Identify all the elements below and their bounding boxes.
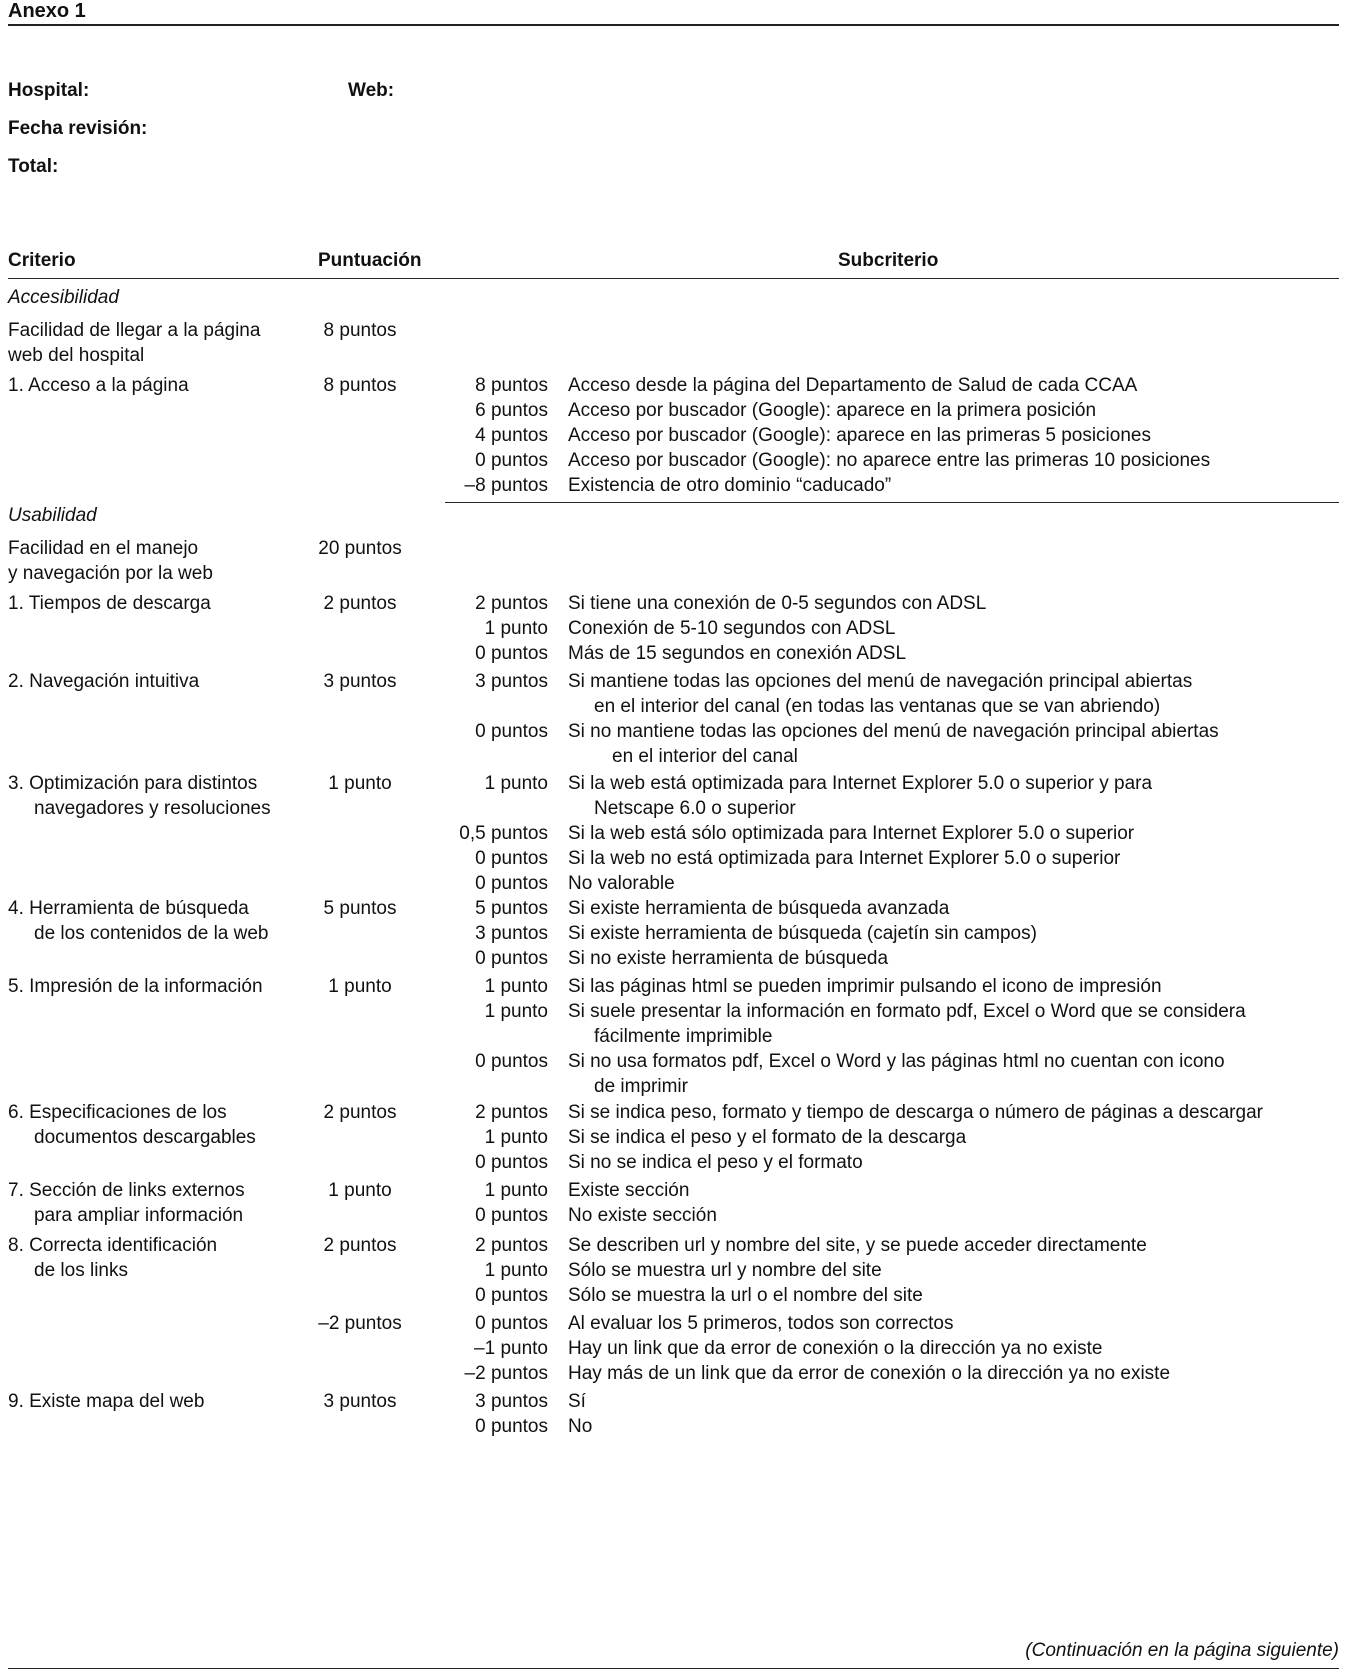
subcriterion-row: 8 puntos Acceso desde la página del Departamento de Salud de cada CCAA [475, 375, 1138, 396]
score-usa-6: 2 puntos [323, 1102, 397, 1123]
criterion-usa-1: 1. Tiempos de descarga [8, 593, 211, 614]
col-subcriterio: Subcriterio [838, 250, 939, 271]
subcriteria-usa-6 [380, 1100, 1320, 1175]
criterion-usa-intro: Facilidad en el manejo y navegación por la web [8, 538, 213, 584]
subcriterion-row: 2 puntos Si tiene una conexión de 0-5 segundos con ADSL [475, 593, 987, 614]
table-header-rule [8, 278, 1339, 279]
web-label: Web: [348, 80, 395, 101]
subcriterion-row: 2 puntos Si se indica peso, formato y tiempo de descarga o número de páginas a descargar [475, 1102, 1263, 1123]
subcriterion-row: 0 puntos Si no existe herramienta de búsqueda [475, 948, 889, 969]
score-usa-9: 3 puntos [323, 1391, 397, 1412]
section-accesibilidad: Accesibilidad [8, 287, 119, 308]
criterion-usa-8: 8. Correcta identificación de los links [8, 1235, 218, 1281]
criterion-usa-6: 6. Especificaciones de los documentos descargables [8, 1102, 256, 1148]
score-usa-4: 5 puntos [323, 898, 397, 919]
subcriterion-row: 0 puntos Si la web no está optimizada para Internet Explorer 5.0 o superior [475, 848, 1121, 869]
subcriterion-row: 0 puntos No valorable [475, 873, 675, 894]
hospital-label: Hospital: [8, 80, 90, 101]
col-criterio: Criterio [8, 250, 76, 271]
score-usa-2: 3 puntos [323, 671, 397, 692]
subcriteria-usa-1 [380, 591, 1320, 666]
subcriteria-usa-8b [380, 1311, 1320, 1386]
criterion-usa-3: 3. Optimización para distintos navegadores y resoluciones [8, 773, 271, 819]
col-puntuacion: Puntuación [318, 250, 422, 271]
subcriterion-row: 1 punto Conexión de 5-10 segundos con ADSL [484, 618, 896, 639]
score-acc-1: 8 puntos [323, 375, 397, 396]
subcriterion-row: –1 punto Hay un link que da error de conexión o la dirección ya no existe [474, 1338, 1103, 1359]
criterion-usa-5: 5. Impresión de la información [8, 976, 263, 997]
subcriteria-usa-4 [380, 896, 1320, 971]
subcriteria-acc-1 [380, 373, 1320, 498]
subcriterion-row: 6 puntos Acceso por buscador (Google): aparece en la primera posición [475, 400, 1097, 421]
subcriterion-row: 1 punto Si se indica el peso y el formato de la descarga [484, 1127, 967, 1148]
subcriterion-row: 0 puntos Al evaluar los 5 primeros, todos son correctos [475, 1313, 954, 1334]
subcriterion-row: –8 puntos Existencia de otro dominio “caducado” [464, 475, 892, 496]
subcriterion-row: –2 puntos Hay más de un link que da error de conexión o la dirección ya no existe [464, 1363, 1171, 1384]
criterion-usa-2: 2. Navegación intuitiva [8, 671, 200, 692]
subcriterion-row: 0 puntos Si no usa formatos pdf, Excel o Word y las páginas html no cuentan con icono [475, 1051, 1225, 1072]
subcriterion-row: 3 puntos Si mantiene todas las opciones del menú de navegación principal abiertas [475, 671, 1193, 692]
score-usa-8b: –2 puntos [318, 1313, 402, 1334]
subcriteria-usa-7 [380, 1178, 1320, 1228]
criterion-acc-intro: Facilidad de llegar a la página web del hospital [8, 320, 261, 366]
subcriteria-usa-2: 3 puntos Si mantiene todas las opciones del menú de navegación principal abiertas en el interior del canal (en todas las ventanas que se van abriendo) 0 puntos Si no mantiene todas las opciones del menú de navegación principal abiertas en el interior del canal [380, 669, 1320, 769]
score-usa-7: 1 punto [328, 1180, 392, 1201]
subcriterion-row: 5 puntos Si existe herramienta de búsqueda avanzada [475, 898, 950, 919]
continuation-note: (Continuación en la página siguiente) [1025, 1640, 1339, 1661]
score-usa-8: 2 puntos [323, 1235, 397, 1256]
criterion-usa-4: 4. Herramienta de búsqueda de los contenidos de la web [8, 898, 269, 944]
fecha-label: Fecha revisión: [8, 118, 148, 139]
score-acc-intro: 8 puntos [323, 320, 397, 341]
subcriteria-usa-9 [380, 1389, 1320, 1439]
score-usa-intro: 20 puntos [318, 538, 402, 559]
subcriteria-usa-3: 1 punto Si la web está optimizada para Internet Explorer 5.0 o superior y para Netscape 6.0 o superior 0,5 puntos Si la web está sólo optimizada para Internet Explorer 5.0 o superior 0 puntos Si la web no está optimizada para Internet Explorer 5.0 o superior 0 puntos No valorable [380, 771, 1320, 896]
section-usabilidad: Usabilidad [8, 505, 97, 526]
subcriterion-row: 1 punto Sólo se muestra url y nombre del site [484, 1260, 882, 1281]
subcriterion-row: 0,5 puntos Si la web está sólo optimizada para Internet Explorer 5.0 o superior [459, 823, 1135, 844]
subcriterion-row: 0 puntos Si no se indica el peso y el formato [475, 1152, 863, 1173]
subcriterion-row: 0 puntos Acceso por buscador (Google): no aparece entre las primeras 10 posiciones [475, 450, 1211, 471]
subcriterion-row: 0 puntos No [475, 1416, 593, 1437]
header-rule [8, 24, 1339, 26]
subcriterion-row: 1 punto Si las páginas html se pueden imprimir pulsando el icono de impresión [484, 976, 1162, 997]
criterion-usa-9: 9. Existe mapa del web [8, 1391, 205, 1412]
criterion-usa-7: 7. Sección de links externos para ampliar información [8, 1180, 245, 1226]
footer-rule [8, 1668, 1339, 1669]
subcriterion-row: 0 puntos Más de 15 segundos en conexión ADSL [475, 643, 907, 664]
subcriterion-row: 1 punto Existe sección [484, 1180, 690, 1201]
subcriterion-row: 0 puntos No existe sección [475, 1205, 717, 1226]
annex-title: Anexo 1 [8, 0, 86, 22]
total-label: Total: [8, 156, 59, 177]
score-usa-3: 1 punto [328, 773, 392, 794]
subcriterion-row: 4 puntos Acceso por buscador (Google): aparece en las primeras 5 posiciones [475, 425, 1151, 446]
score-usa-5: 1 punto [328, 976, 392, 997]
score-usa-1: 2 puntos [323, 593, 397, 614]
subcriteria-usa-8 [380, 1233, 1320, 1308]
subcriterion-row: 0 puntos Si no mantiene todas las opciones del menú de navegación principal abiertas [475, 721, 1219, 742]
subcriteria-usa-5: 1 punto Si las páginas html se pueden imprimir pulsando el icono de impresión 1 punto Si suele presentar la información en formato pdf, Excel o Word que se considera fácilmente imprimible 0 puntos Si no usa formatos pdf, Excel o Word y las páginas html no cuentan con icono de imprimir [380, 974, 1320, 1099]
subcriterion-row: 3 puntos Si existe herramienta de búsqueda (cajetín sin campos) [475, 923, 1037, 944]
subcriterion-row: 0 puntos Sólo se muestra la url o el nombre del site [475, 1285, 923, 1306]
subcriterion-row: 3 puntos Sí [475, 1391, 586, 1412]
criterion-acc-1: 1. Acceso a la página [8, 375, 189, 396]
subcriterion-row: 2 puntos Se describen url y nombre del site, y se puede acceder directamente [475, 1235, 1147, 1256]
subcriterion-row: 1 punto Si la web está optimizada para Internet Explorer 5.0 o superior y para [484, 773, 1153, 794]
subcriterion-row: 1 punto Si suele presentar la información en formato pdf, Excel o Word que se considera [484, 1001, 1246, 1022]
section-divider-rule [445, 502, 1339, 503]
